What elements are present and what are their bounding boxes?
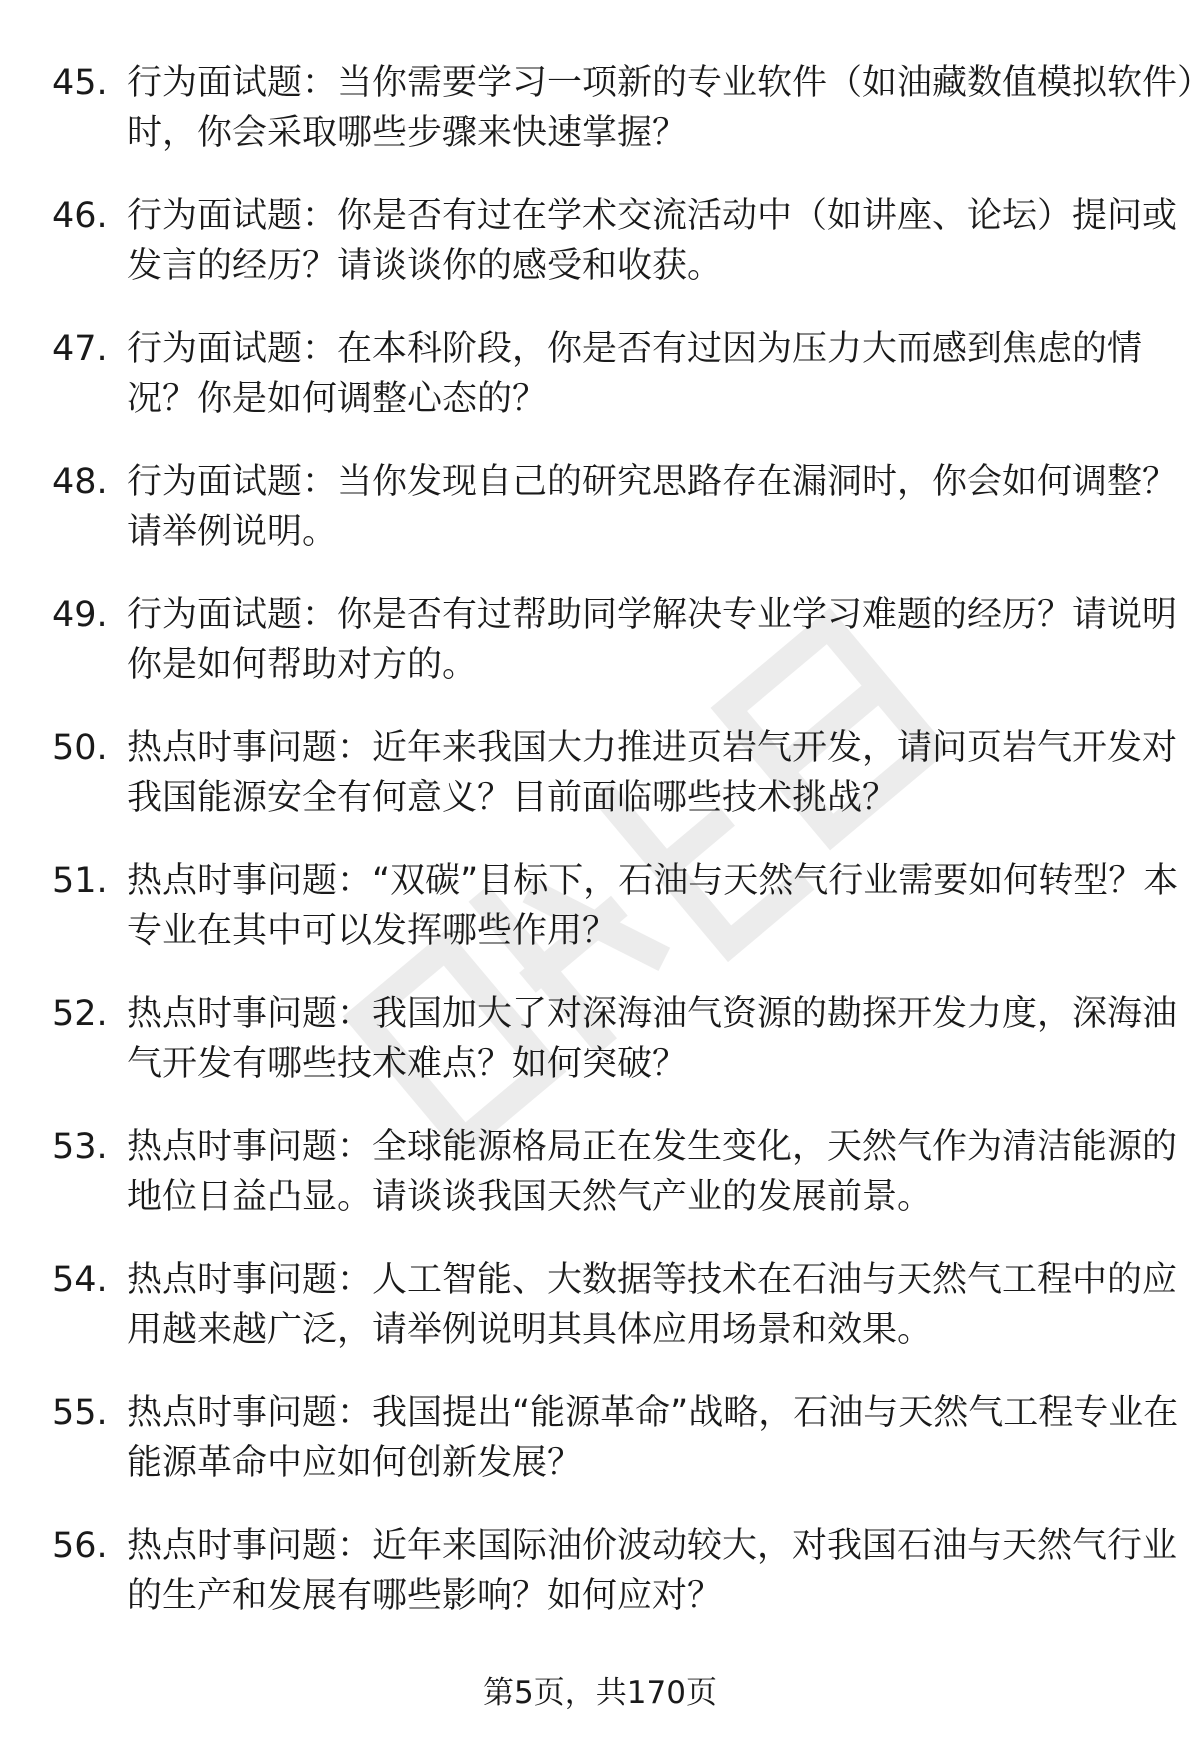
question-text: 行为面试题：当你发现自己的研究思路存在漏洞时，你会如何调整？请举例说明。 (127, 462, 1178, 552)
question-number: 46. (52, 196, 108, 236)
question-text: 行为面试题：当你需要学习一项新的专业软件（如油藏数值模拟软件）时，你会采取哪些步骤来快速掌握？ (127, 63, 1195, 153)
question-number: 54. (52, 1260, 108, 1300)
question-text: 热点时事问题：近年来国际油价波动较大，对我国石油与天然气行业的生产和发展有哪些影响？如何应对？ (127, 1526, 1178, 1616)
question-text: 热点时事问题：人工智能、大数据等技术在石油与天然气工程中的应用越来越广泛，请举例说明其具体应用场景和效果。 (127, 1260, 1178, 1350)
list-item (52, 1122, 1178, 1255)
question-number: 45. (52, 63, 108, 103)
question-number: 51. (52, 861, 108, 901)
list-item (52, 191, 1178, 324)
list-item (52, 58, 1195, 191)
question-number: 55. (52, 1393, 108, 1433)
question-number: 53. (52, 1127, 108, 1167)
question-number: 48. (52, 462, 108, 502)
question-text: 行为面试题：在本科阶段，你是否有过因为压力大而感到焦虑的情况？你是如何调整心态的？ (127, 329, 1143, 419)
question-text: 热点时事问题：“双碳”目标下，石油与天然气行业需要如何转型？本专业在其中可以发挥哪些作用？ (127, 861, 1179, 951)
question-number: 56. (52, 1526, 108, 1566)
list-item (52, 324, 1152, 457)
question-number: 50. (52, 728, 108, 768)
question-text: 热点时事问题：我国提出“能源革命”战略，石油与天然气工程专业在能源革命中应如何创新发展？ (127, 1393, 1179, 1483)
question-text: 行为面试题：你是否有过在学术交流活动中（如讲座、论坛）提问或发言的经历？请谈谈你的感受和收获。 (127, 196, 1178, 286)
question-text: 热点时事问题：近年来我国大力推进页岩气开发，请问页岩气开发对我国能源安全有何意义？目前面临哪些技术挑战？ (127, 728, 1178, 818)
question-number: 49. (52, 595, 108, 635)
question-number: 47. (52, 329, 108, 369)
question-text: 行为面试题：你是否有过帮助同学解决专业学习难题的经历？请说明你是如何帮助对方的。 (127, 595, 1178, 685)
list-item (52, 723, 1178, 856)
list-item (52, 1255, 1178, 1388)
list-item (52, 989, 1178, 1122)
list-item (52, 856, 1179, 989)
question-text: 热点时事问题：全球能源格局正在发生变化，天然气作为清洁能源的地位日益凸显。请谈谈我国天然气产业的发展前景。 (127, 1127, 1178, 1217)
list-item (52, 590, 1178, 723)
question-list (52, 58, 1195, 1654)
list-item (52, 1521, 1178, 1654)
list-item (52, 457, 1178, 590)
question-text: 热点时事问题：我国加大了对深海油气资源的勘探开发力度，深海油气开发有哪些技术难点？如何突破？ (127, 994, 1178, 1084)
list-item (52, 1388, 1179, 1521)
question-number: 52. (52, 994, 108, 1034)
page-number-footer: 第5页，共170页 (483, 1675, 717, 1711)
